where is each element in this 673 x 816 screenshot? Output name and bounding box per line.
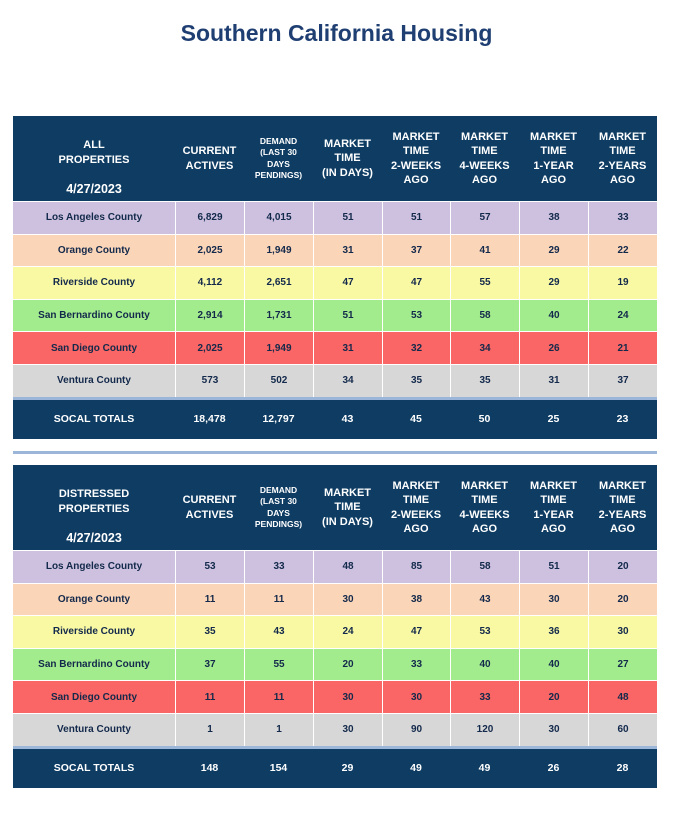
table-cell: 24 [588,300,657,332]
table-cell: 1,949 [244,332,313,364]
table-cell: 31 [313,235,382,267]
totals-cell: 25 [547,413,560,426]
totals-cell: 45 [410,413,422,426]
table-cell: 20 [588,584,657,616]
table-cell: 30 [313,714,382,746]
distressed-properties-table [13,465,657,788]
table-cell: 53 [382,300,450,332]
table-cell: 33 [450,681,519,713]
table-cell: 55 [450,267,519,299]
table-divider [13,451,657,454]
totals-cell: 49 [478,762,491,775]
table-cell: 90 [382,714,450,746]
table-cell: 37 [588,365,657,397]
report-date: 4/27/2023 [66,182,122,196]
table-label: DISTRESSED PROPERTIES [58,488,130,515]
table-cell: 43 [244,616,313,648]
table-cell: 58 [450,551,519,583]
page-title: Southern California Housing [180,20,493,46]
table-cell: 38 [519,202,588,234]
totals-cell: 148 [200,762,219,775]
table-cell: 37 [175,649,244,681]
table-row [13,648,657,681]
table-cell: 19 [588,267,657,299]
table-cell: 11 [244,681,313,713]
table-cell: 33 [382,649,450,681]
table-cell: 573 [175,365,244,397]
table-header-label-cell [13,116,175,201]
table-cell: 47 [382,616,450,648]
table-cell: 51 [382,202,450,234]
column-header: MARKET TIME 2-WEEKS AGO [390,130,442,186]
table-cell: 29 [519,235,588,267]
table-cell: 55 [244,649,313,681]
county-name: San Bernardino County [38,659,150,671]
table-cell: 47 [313,267,382,299]
table-cell: 27 [588,649,657,681]
table-cell: 35 [175,616,244,648]
report-date: 4/27/2023 [66,531,122,545]
table-cell: 85 [382,551,450,583]
table-cell: 2,914 [175,300,244,332]
column-header: DEMAND (LAST 30 DAYS PENDINGS) [254,484,303,529]
table-header-label-cell [13,465,175,550]
table-cell: 30 [519,714,588,746]
table-cell: 34 [313,365,382,397]
table-cell: 502 [244,365,313,397]
county-name: Orange County [57,593,131,605]
totals-cell: 49 [410,762,422,775]
table-row [13,615,657,648]
table-cell: 31 [313,332,382,364]
table-cell: 1,949 [244,235,313,267]
table-cell: 30 [313,584,382,616]
table-cell: 36 [519,616,588,648]
column-header: DEMAND (LAST 30 DAYS PENDINGS) [254,135,303,180]
table-cell: 20 [313,649,382,681]
table-cell: 32 [382,332,450,364]
table-cell: 4,015 [244,202,313,234]
table-cell: 41 [450,235,519,267]
table-row [13,201,657,234]
county-name: Los Angeles County [45,212,143,224]
county-name: Riverside County [52,626,136,638]
table-cell: 35 [450,365,519,397]
county-name: Ventura County [57,724,131,736]
table-cell: 30 [313,681,382,713]
totals-label: SOCAL TOTALS [53,413,135,426]
column-header: CURRENT ACTIVES [182,494,237,521]
table-cell: 6,829 [175,202,244,234]
table-cell: 40 [519,649,588,681]
table-row [13,299,657,332]
table-cell: 21 [588,332,657,364]
county-name: San Bernardino County [38,310,150,322]
table-cell: 11 [175,584,244,616]
table-cell: 60 [588,714,657,746]
table-header [13,116,657,201]
table-cell: 47 [382,267,450,299]
county-name: San Diego County [50,342,138,354]
totals-cell: 12,797 [262,413,295,426]
county-name: Riverside County [52,277,136,289]
column-header: MARKET TIME 4-WEEKS AGO [459,130,510,186]
table-cell: 26 [519,332,588,364]
table-label: ALL PROPERTIES [58,139,130,166]
table-cell: 48 [313,551,382,583]
table-row [13,583,657,616]
table-cell: 30 [519,584,588,616]
totals-row [13,746,657,788]
totals-label: SOCAL TOTALS [53,762,135,775]
table-cell: 1 [175,714,244,746]
table-cell: 40 [519,300,588,332]
table-header [13,465,657,550]
table-cell: 43 [450,584,519,616]
totals-cell: 23 [616,413,629,426]
county-name: Ventura County [57,375,131,387]
table-cell: 24 [313,616,382,648]
table-row [13,364,657,397]
table-cell: 11 [244,584,313,616]
table-row [13,680,657,713]
table-row [13,713,657,746]
totals-cell: 18,478 [193,413,226,426]
table-cell: 22 [588,235,657,267]
table-cell: 120 [450,714,519,746]
column-header: MARKET TIME 1-YEAR AGO [529,479,578,535]
column-header: MARKET TIME 4-WEEKS AGO [459,479,510,535]
table-cell: 51 [313,202,382,234]
column-header: MARKET TIME (IN DAYS) [322,137,373,179]
totals-cell: 28 [616,762,629,775]
totals-cell: 29 [341,762,354,775]
totals-row [13,397,657,439]
county-name: Los Angeles County [45,561,143,573]
totals-cell: 154 [269,762,288,775]
table-cell: 20 [519,681,588,713]
table-cell: 31 [519,365,588,397]
column-header: CURRENT ACTIVES [182,145,237,172]
table-cell: 30 [588,616,657,648]
table-row [13,550,657,583]
table-cell: 57 [450,202,519,234]
table-cell: 33 [588,202,657,234]
table-cell: 33 [244,551,313,583]
table-row [13,331,657,364]
table-cell: 4,112 [175,267,244,299]
table-cell: 1,731 [244,300,313,332]
table-cell: 51 [519,551,588,583]
table-cell: 20 [588,551,657,583]
table-cell: 48 [588,681,657,713]
table-cell: 29 [519,267,588,299]
table-cell: 53 [450,616,519,648]
table-cell: 1 [244,714,313,746]
table-cell: 11 [175,681,244,713]
totals-cell: 50 [478,413,491,426]
column-header: MARKET TIME 1-YEAR AGO [529,130,578,186]
table-cell: 30 [382,681,450,713]
column-header: MARKET TIME 2-YEARS AGO [598,479,647,535]
column-header: MARKET TIME (IN DAYS) [322,486,373,528]
column-header: MARKET TIME 2-YEARS AGO [598,130,647,186]
table-cell: 2,025 [175,235,244,267]
table-row [13,234,657,267]
table-row [13,266,657,299]
county-name: San Diego County [50,691,138,703]
table-cell: 40 [450,649,519,681]
table-cell: 2,651 [244,267,313,299]
table-cell: 35 [382,365,450,397]
totals-cell: 43 [341,413,354,426]
table-cell: 34 [450,332,519,364]
column-header: MARKET TIME 2-WEEKS AGO [390,479,442,535]
table-cell: 38 [382,584,450,616]
county-name: Orange County [57,244,131,256]
table-cell: 51 [313,300,382,332]
table-cell: 58 [450,300,519,332]
table-cell: 53 [175,551,244,583]
all-properties-table [13,116,657,439]
table-cell: 2,025 [175,332,244,364]
totals-cell: 26 [547,762,560,775]
table-cell: 37 [382,235,450,267]
